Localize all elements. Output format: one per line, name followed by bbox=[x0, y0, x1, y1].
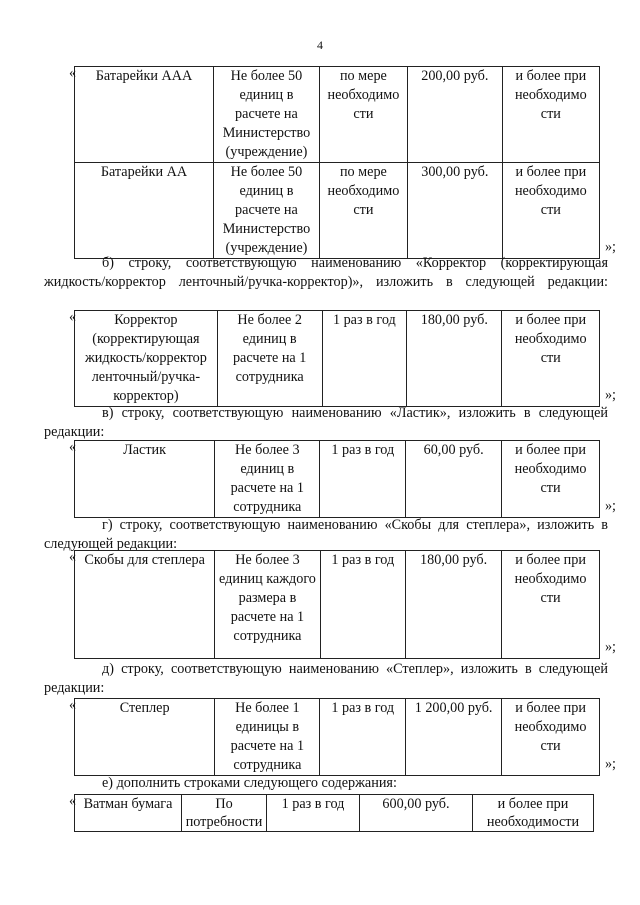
table-cell: Скобы для степлера bbox=[75, 551, 215, 659]
table-stapler-block bbox=[69, 697, 616, 776]
table-eraser-block bbox=[69, 439, 616, 518]
table-whatman-block bbox=[69, 793, 608, 832]
table-row bbox=[75, 67, 600, 163]
table-cell: Не более 2 единиц в расчете на 1 сотрудника bbox=[217, 311, 322, 407]
close-quote: »; bbox=[604, 756, 616, 772]
table-row bbox=[75, 311, 600, 407]
table-cell: 1 раз в год bbox=[322, 311, 407, 407]
table-cell: 600,00 руб. bbox=[360, 795, 473, 832]
open-quote: « bbox=[69, 439, 77, 455]
table-cell: Не более 3 единиц в расчете на 1 сотрудника bbox=[215, 441, 320, 518]
open-quote: « bbox=[69, 793, 77, 809]
table-cell: 180,00 руб. bbox=[407, 311, 502, 407]
table-row bbox=[75, 163, 600, 259]
paragraph-text: е) дополнить строками следующего содержания: bbox=[102, 775, 397, 791]
table-cell: Ластик bbox=[75, 441, 215, 518]
table-cell: и более при необходимо сти bbox=[502, 441, 600, 518]
table-cell: по мере необходимо сти bbox=[319, 67, 407, 163]
table-cell: Не более 3 единиц каждого размера в расчете на 1 сотрудника bbox=[215, 551, 320, 659]
paragraph-f bbox=[44, 774, 608, 793]
paragraph-text: б) строку, соответствующую наименованию «Корректор (корректирующая жидкость/корректор ленточный/ручка-корректор)», изложить в следующей редакции: bbox=[44, 255, 608, 290]
open-quote: « bbox=[69, 549, 77, 565]
table-corrector bbox=[74, 310, 600, 407]
close-quote: »; bbox=[604, 639, 616, 655]
table-cell: 1 раз в год bbox=[320, 699, 406, 776]
open-quote: « bbox=[69, 309, 77, 325]
table-cell: Не более 50 единиц в расчете на Министерство (учреждение) bbox=[214, 67, 320, 163]
table-eraser bbox=[74, 440, 600, 518]
paragraph-c bbox=[44, 404, 608, 442]
table-cell: 1 200,00 руб. bbox=[406, 699, 502, 776]
table-cell: и более при необходимо сти bbox=[502, 551, 600, 659]
table-cell: По потребности bbox=[182, 795, 267, 832]
page-number: 4 bbox=[317, 38, 323, 52]
table-cell: и более при необходимо сти bbox=[502, 699, 600, 776]
table-cell: по мере необходимо сти bbox=[319, 163, 407, 259]
table-cell: 1 раз в год bbox=[320, 551, 406, 659]
paragraph-text: в) строку, соответствующую наименованию «Ластик», изложить в следующей редакции: bbox=[44, 405, 608, 440]
paragraph-e bbox=[44, 660, 608, 698]
table-cell: 60,00 руб. bbox=[406, 441, 502, 518]
table-cell: Не более 1 единицы в расчете на 1 сотрудника bbox=[215, 699, 320, 776]
table-cell: Батарейки АА bbox=[75, 163, 214, 259]
table-batteries-block bbox=[69, 65, 616, 259]
table-cell: и более при необходимости bbox=[473, 795, 594, 832]
paragraph-b bbox=[44, 254, 608, 292]
table-batteries bbox=[74, 66, 600, 259]
table-whatman bbox=[74, 794, 594, 832]
table-cell: Батарейки ААА bbox=[75, 67, 214, 163]
close-quote: »; bbox=[604, 387, 616, 403]
table-cell: 200,00 руб. bbox=[407, 67, 502, 163]
table-cell: и более при необходимо сти bbox=[502, 311, 600, 407]
paragraph-d bbox=[44, 516, 608, 554]
close-quote: »; bbox=[604, 239, 616, 255]
table-cell: и более при необходимо сти bbox=[502, 67, 599, 163]
table-cell: и более при необходимо сти bbox=[502, 163, 599, 259]
paragraph-text: г) строку, соответствующую наименованию «Скобы для степлера», изложить в следующей редакции: bbox=[44, 517, 608, 552]
open-quote: « bbox=[69, 65, 77, 81]
table-cell: Степлер bbox=[75, 699, 215, 776]
table-stapler bbox=[74, 698, 600, 776]
table-staples bbox=[74, 550, 600, 659]
table-cell: Не более 50 единиц в расчете на Министерство (учреждение) bbox=[214, 163, 320, 259]
table-row bbox=[75, 795, 594, 832]
table-cell: 180,00 руб. bbox=[406, 551, 502, 659]
table-cell: 300,00 руб. bbox=[407, 163, 502, 259]
close-quote: »; bbox=[604, 498, 616, 514]
table-row bbox=[75, 441, 600, 518]
table-row bbox=[75, 551, 600, 659]
paragraph-text: д) строку, соответствующую наименованию «Степлер», изложить в следующей редакции: bbox=[44, 661, 608, 696]
table-row bbox=[75, 699, 600, 776]
open-quote: « bbox=[69, 697, 77, 713]
table-staples-block bbox=[69, 549, 616, 659]
table-corrector-block bbox=[69, 309, 616, 407]
table-cell: 1 раз в год bbox=[320, 441, 406, 518]
table-cell: Корректор (корректирующая жидкость/корректор ленточный/ручка-корректор) bbox=[75, 311, 218, 407]
table-cell: Ватман бумага bbox=[75, 795, 182, 832]
table-cell: 1 раз в год bbox=[267, 795, 360, 832]
